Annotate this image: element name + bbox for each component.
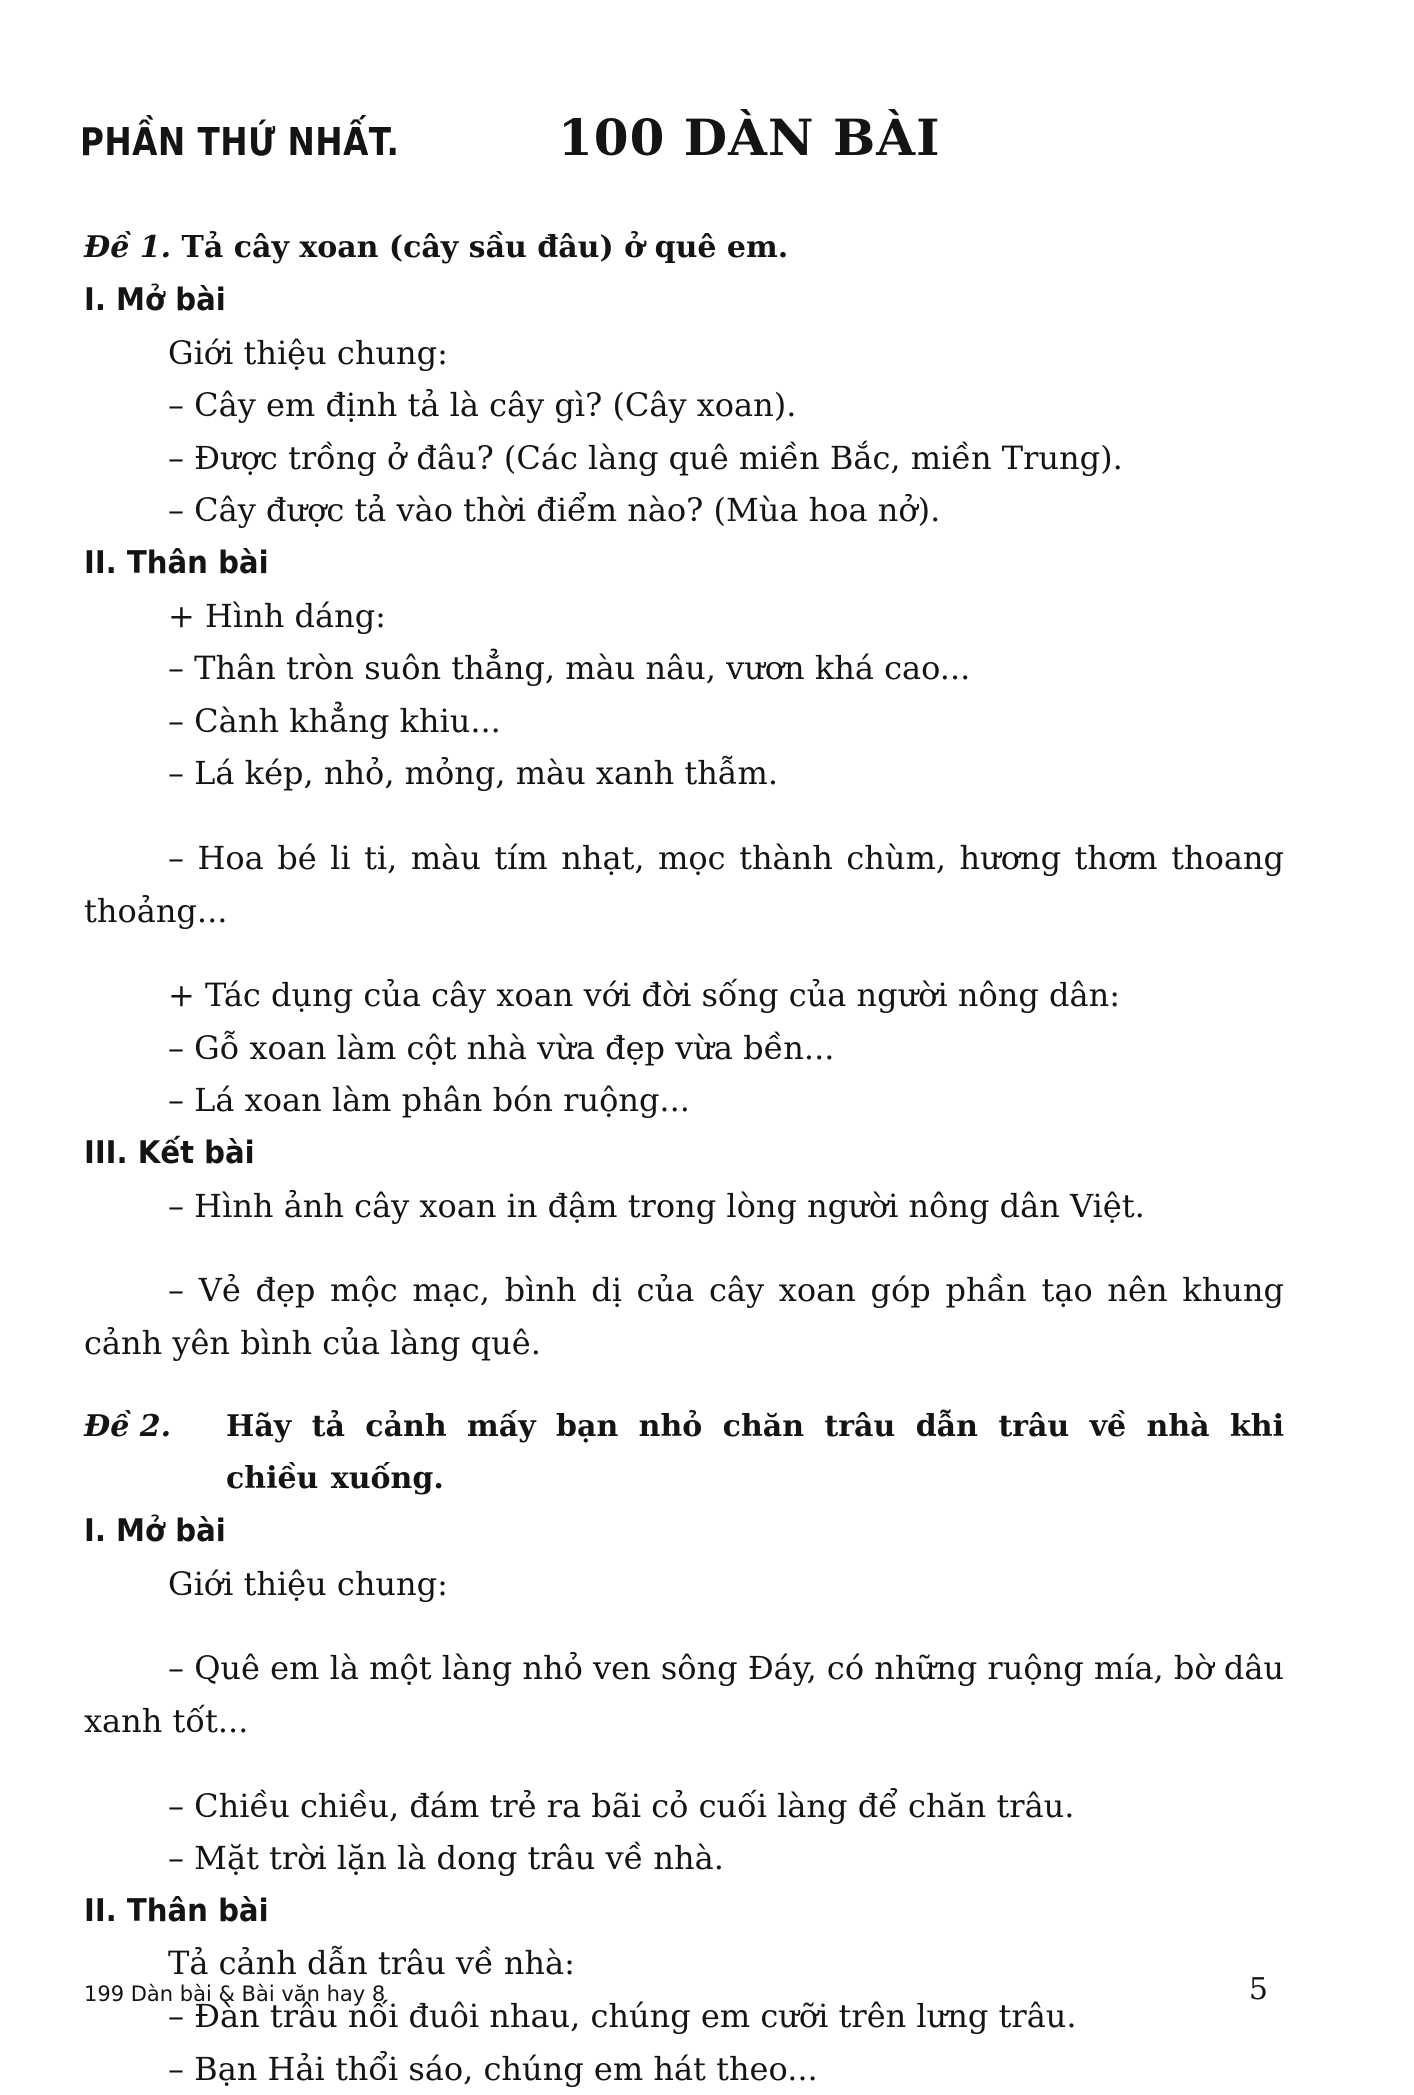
list-item: – Chiều chiều, đám trẻ ra bãi cỏ cuối làng để chăn trâu. — [168, 1786, 1075, 1825]
page-title: 100 DÀN BÀI — [558, 108, 941, 167]
de1-than-bai-heading: II. Thân bài — [84, 544, 269, 581]
de2-number: Đề 2. — [84, 1409, 172, 1445]
list-item: – Lá xoan làm phân bón ruộng... — [168, 1081, 690, 1120]
page-number: 5 — [1248, 1972, 1268, 2007]
de1-ket-bai-heading: III. Kết bài — [84, 1134, 255, 1171]
de2-text: Hãy tả cảnh mấy bạn nhỏ chăn trâu dẫn trâu về nhà khi chiều xuống. — [226, 1409, 1284, 1497]
de1-text: Tả cây xoan (cây sầu đâu) ở quê em. — [181, 230, 789, 265]
de1-number: Đề 1. — [84, 230, 172, 265]
de1-hinh-dang-label: + Hình dáng: — [168, 596, 386, 635]
list-item: – Quê em là một làng nhỏ ven sông Đáy, có những ruộng mía, bờ dâu xanh tốt... — [84, 1649, 1284, 1741]
list-item: – Cành khẳng khiu... — [168, 701, 501, 740]
de2-mo-bai-intro: Giới thiệu chung: — [168, 1564, 448, 1603]
part-label: PHẦN THỨ NHẤT. — [80, 120, 400, 164]
list-item: – Gỗ xoan làm cột nhà vừa đẹp vừa bền... — [168, 1028, 835, 1067]
de2-than-bai-heading: II. Thân bài — [84, 1892, 269, 1929]
list-item: – Cây em định tả là cây gì? (Cây xoan). — [168, 386, 797, 425]
list-item: – Đàn trâu nối đuôi nhau, chúng em cưỡi trên lưng trâu. — [168, 1997, 1077, 2036]
de1-heading — [84, 222, 1284, 274]
list-item: – Hoa bé li ti, màu tím nhạt, mọc thành chùm, hương thơm thoang thoảng... — [84, 838, 1284, 930]
de2-heading — [84, 1401, 1284, 1505]
de2-mo-bai-heading: I. Mở bài — [84, 1513, 226, 1550]
de1-tac-dung-label: + Tác dụng của cây xoan với đời sống của người nông dân: — [168, 976, 1120, 1015]
list-item: – Mặt trời lặn là dong trâu về nhà. — [168, 1839, 724, 1878]
de1-mo-bai-heading: I. Mở bài — [84, 282, 226, 318]
list-item: – Bạn Hải thổi sáo, chúng em hát theo... — [168, 2049, 818, 2088]
list-item: – Hình ảnh cây xoan in đậm trong lòng người nông dân Việt. — [168, 1186, 1145, 1225]
footer-book-title: 199 Dàn bài & Bài văn hay 8 — [84, 1982, 386, 2006]
list-item: – Vẻ đẹp mộc mạc, bình dị của cây xoan góp phần tạo nên khung cảnh yên bình của làng quê. — [84, 1271, 1284, 1362]
list-item: – Được trồng ở đâu? (Các làng quê miền Bắc, miền Trung). — [168, 438, 1123, 477]
page-content — [84, 222, 1284, 2095]
page-header — [80, 108, 1340, 178]
list-item: – Lá kép, nhỏ, mỏng, màu xanh thẫm. — [168, 754, 779, 793]
de2-than-bai-intro: Tả cảnh dẫn trâu về nhà: — [168, 1944, 575, 1983]
de1-mo-bai-intro: Giới thiệu chung: — [168, 333, 448, 372]
list-item: – Thân tròn suôn thẳng, màu nâu, vươn khá cao... — [168, 649, 971, 688]
list-item: – Cây được tả vào thời điểm nào? (Mùa hoa nở). — [168, 491, 941, 530]
